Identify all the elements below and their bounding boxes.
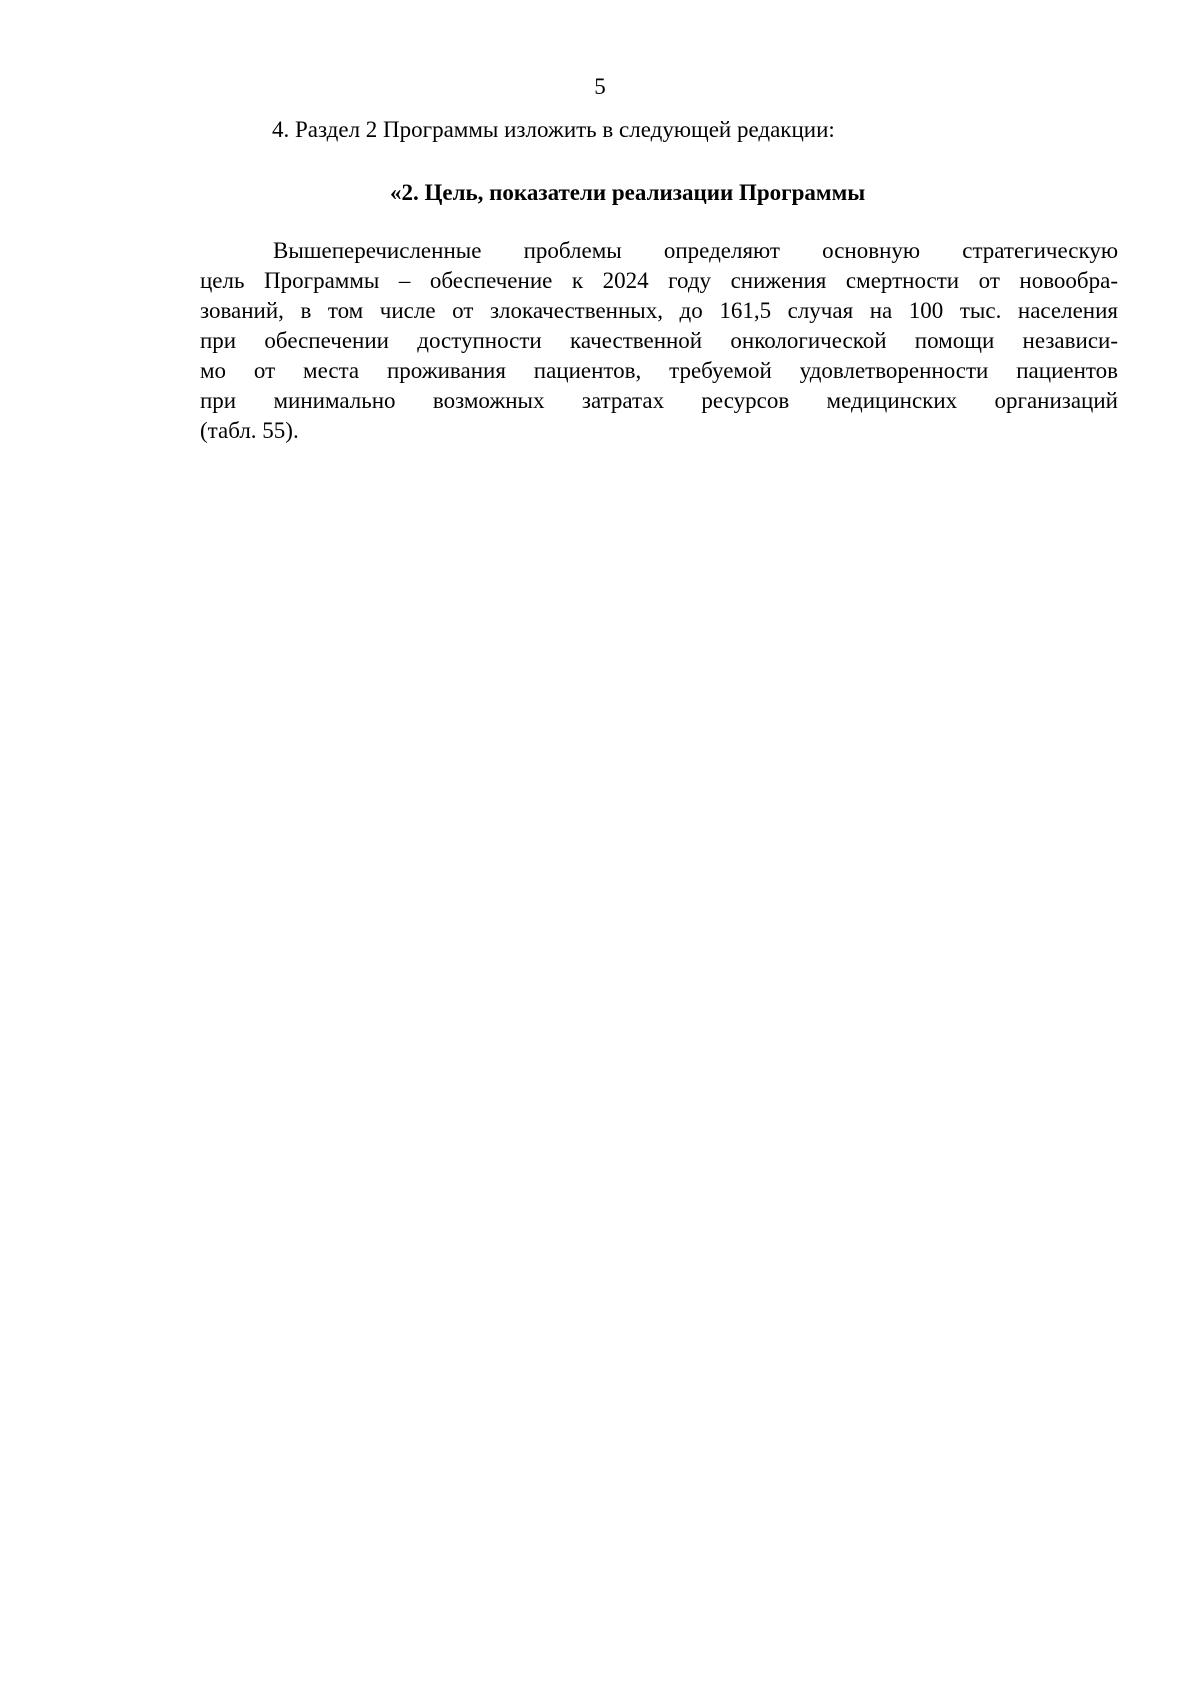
paragraph-line: Вышеперечисленные проблемы определяют основную стратегическую	[273, 238, 1118, 263]
paragraph-line: цель Программы – обеспечение к 2024 году снижения смертности от новообра-	[200, 268, 1118, 293]
body-paragraph	[200, 236, 1118, 446]
paragraph-line: (табл. 55).	[200, 418, 299, 443]
section-heading: «2. Цель, показатели реализации Программы	[390, 180, 866, 205]
paragraph-line: зований, в том числе от злокачественных, до 161,5 случая на 100 тыс. населения	[200, 298, 1118, 323]
paragraph-line: при обеспечении доступности качественной онкологической помощи независи-	[200, 328, 1118, 353]
paragraph-line: при минимально возможных затратах ресурсов медицинских организаций	[200, 388, 1118, 413]
page-number: 5	[594, 74, 606, 99]
paragraph-line: мо от места проживания пациентов, требуемой удовлетворенности пациентов	[200, 358, 1118, 383]
amendment-instruction: 4. Раздел 2 Программы изложить в следующей редакции:	[272, 117, 835, 142]
